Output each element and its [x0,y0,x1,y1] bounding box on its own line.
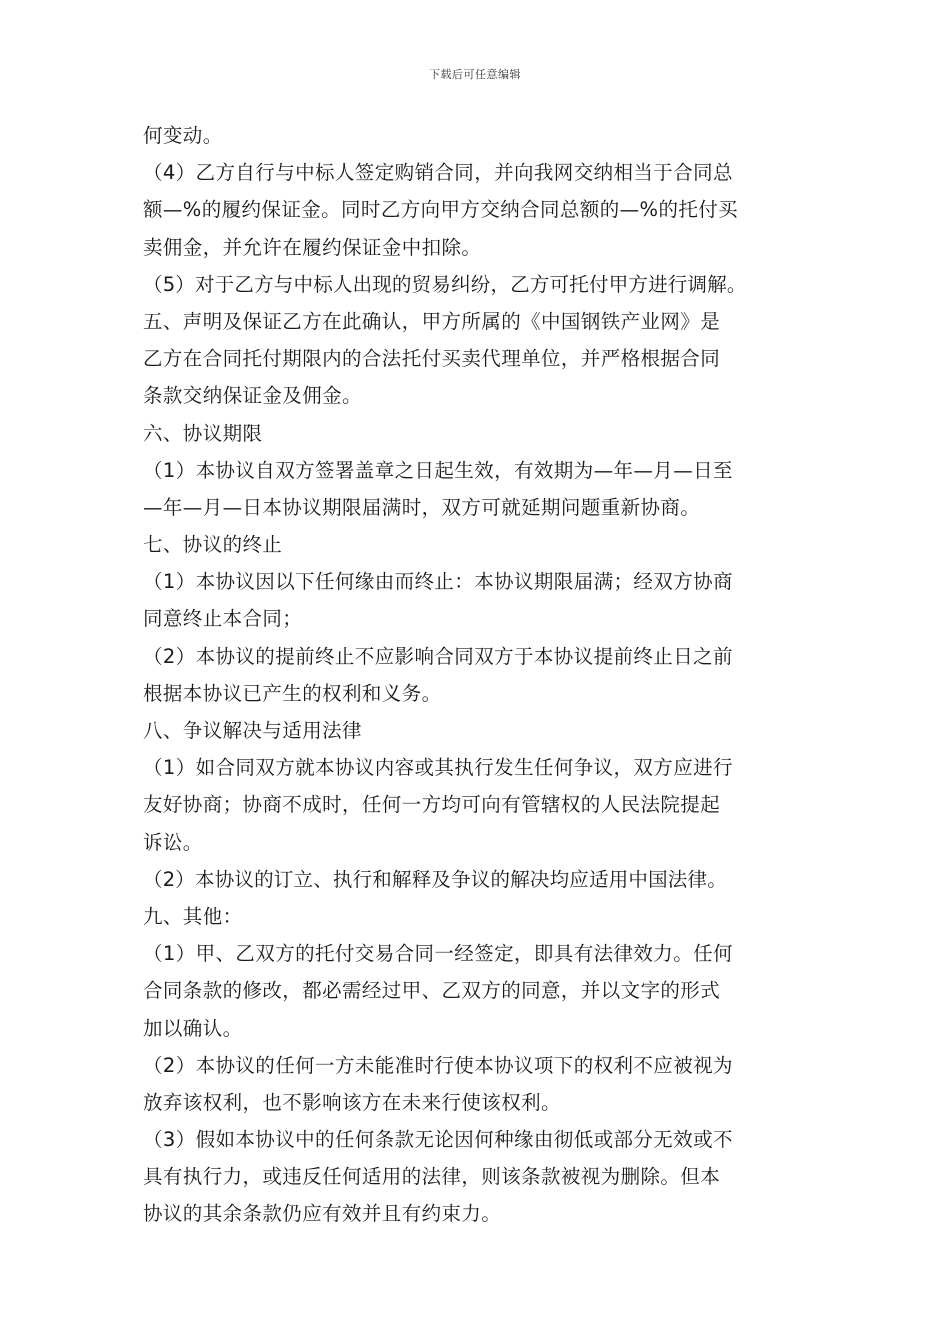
text-line: （4）乙方自行与中标人签定购销合同，并向我网交纳相当于合同总 [143,161,733,185]
text-line: —年—月—日本协议期限届满时，双方可就延期问题重新协商。 [143,495,701,519]
text-line: 友好协商；协商不成时，任何一方均可向有管辖权的人民法院提起 [143,793,721,817]
document-body [143,117,815,1233]
text-line: 同意终止本合同； [143,607,303,631]
text-line: 放弃该权利，也不影响该方在未来行使该权利。 [143,1090,561,1114]
text-line: 诉讼。 [143,830,203,854]
text-line: 五、声明及保证乙方在此确认，甲方所属的《中国钢铁产业网》是 [143,309,721,333]
text-line: （1）本协议自双方签署盖章之日起生效，有效期为—年—月—日至 [143,458,733,482]
text-line: （1）本协议因以下任何缘由而终止：本协议期限届满；经双方协商 [143,570,733,594]
text-line: 合同条款的修改，都必需经过甲、乙双方的同意，并以文字的形式 [143,979,721,1003]
text-line: 协议的其余条款仍应有效并且有约束力。 [143,1202,502,1226]
text-line: （2）本协议的订立、执行和解释及争议的解决均应适用中国法律。 [143,867,727,891]
text-line: （2）本协议的提前终止不应影响合同双方于本协议提前终止日之前 [143,644,733,668]
section-heading: 九、其他： [143,904,243,928]
text-line: 根据本协议已产生的权利和义务。 [143,681,442,705]
text-line: （1）如合同双方就本协议内容或其执行发生任何争议，双方应进行 [143,756,733,780]
text-line: 条款交纳保证金及佣金。 [143,384,362,408]
section-heading: 六、协议期限 [143,421,263,445]
text-line: 加以确认。 [143,1016,243,1040]
text-line: 卖佣金，并允许在履约保证金中扣除。 [143,235,482,259]
text-line: 何变动。 [143,124,223,147]
text-line: 额—%的履约保证金。同时乙方向甲方交纳合同总额的—%的托付买 [143,198,739,222]
text-line: （5）对于乙方与中标人出现的贸易纠纷，乙方可托付甲方进行调解。 [143,272,747,296]
text-line: （1）甲、乙双方的托付交易合同一经签定，即具有法律效力。任何 [143,942,733,966]
text-line: 具有执行力，或违反任何适用的法律，则该条款被视为删除。但本 [143,1165,721,1189]
text-line: （3）假如本协议中的任何条款无论因何种缘由彻低或部分无效或不 [143,1128,733,1152]
text-line: （2）本协议的任何一方未能准时行使本协议项下的权利不应被视为 [143,1053,733,1077]
text-line: 乙方在合同托付期限内的合法托付买卖代理单位，并严格根据合同 [143,347,721,371]
section-heading: 八、争议解决与适用法律 [143,719,362,742]
section-heading: 七、协议的终止 [143,533,283,557]
page-header: 下载后可任意编辑 [429,68,521,81]
